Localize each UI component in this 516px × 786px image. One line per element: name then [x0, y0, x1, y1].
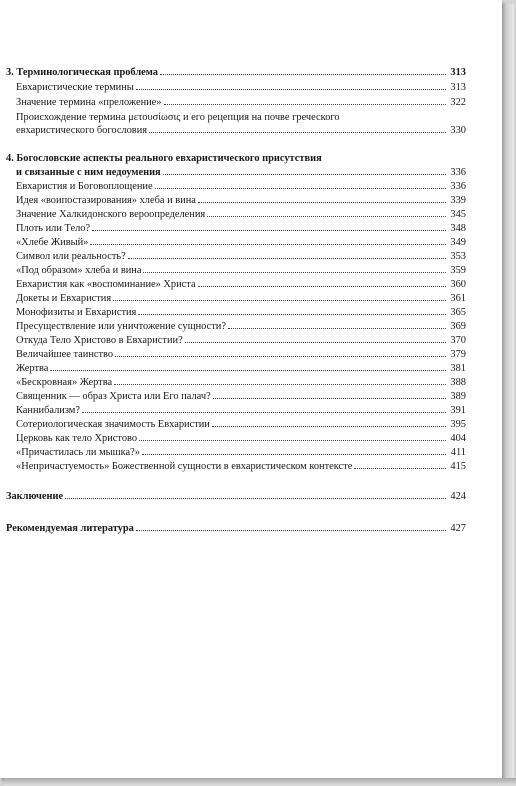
dot-leader	[92, 222, 446, 231]
toc-entry: Идея «воипостазирования» хлеба и вина 339	[16, 195, 466, 206]
dot-leader	[149, 124, 446, 133]
toc-entry: Символ или реальность? 353	[16, 251, 466, 262]
dot-leader	[354, 460, 446, 469]
toc-entry: Докеты и Евхаристия 361	[16, 293, 466, 304]
page-number: 313	[450, 82, 466, 93]
toc-entry: Плоть или Тело? 348	[16, 223, 466, 234]
page-number: 395	[450, 419, 466, 430]
page-number: 381	[450, 363, 466, 374]
dot-leader	[213, 390, 446, 399]
toc-conclusion: Заключение 424	[6, 491, 466, 502]
toc-entry: евхаристического богословия 330	[16, 125, 466, 136]
page-number: 339	[450, 195, 466, 206]
page-number: 370	[450, 335, 466, 346]
page-edge-bottom	[4, 778, 516, 786]
page-number: 313	[450, 67, 466, 78]
page-number: 404	[450, 433, 466, 444]
dot-leader	[163, 166, 446, 175]
dot-leader	[138, 306, 446, 315]
page-number: 322	[450, 97, 466, 108]
toc-entry: Евхаристия как «воспоминание» Христа 360	[16, 279, 466, 290]
dot-leader	[143, 264, 446, 273]
page-number: 415	[450, 461, 466, 472]
page-number: 424	[450, 491, 466, 502]
dot-leader	[228, 320, 446, 329]
dot-leader	[50, 362, 446, 371]
page-number: 353	[450, 251, 466, 262]
dot-leader	[185, 334, 446, 343]
dot-leader	[212, 418, 446, 427]
page-number: 369	[450, 321, 466, 332]
toc-entry: Пресуществление или уничтожение сущности? 369	[16, 321, 466, 332]
page-number: 379	[450, 349, 466, 360]
toc-entry: Священник — образ Христа или Его палач? 389	[16, 391, 466, 402]
page-number: 330	[450, 125, 466, 136]
toc-entry: «Хлебе Живый» 349	[16, 237, 466, 248]
toc-section-4-heading-line1: 4. Богословские аспекты реального евхаристического присутствия	[6, 153, 322, 164]
toc-entry: Значение термина «преложение» 322	[16, 97, 466, 108]
page-number: 336	[450, 181, 466, 192]
toc-entry: Евхаристия и Боговоплощение 336	[16, 181, 466, 192]
toc-entry: Евхаристические термины 313	[16, 82, 466, 93]
page-number: 389	[450, 391, 466, 402]
page-number: 345	[450, 209, 466, 220]
page-edge-right	[502, 4, 514, 786]
toc-section-3-heading: 3. Терминологическая проблема 313	[6, 67, 466, 78]
toc-entry: «Под образом» хлеба и вина 359	[16, 265, 466, 276]
page-number: 365	[450, 307, 466, 318]
page-number: 427	[450, 523, 466, 534]
dot-leader	[160, 66, 446, 75]
page-number: 411	[450, 447, 466, 458]
dot-leader	[65, 490, 446, 499]
page-number: 391	[450, 405, 466, 416]
toc-entry: Сотериологическая значимость Евхаристии 395	[16, 419, 466, 430]
toc-entry: Жертва 381	[16, 363, 466, 374]
page-number: 336	[450, 167, 466, 178]
dot-leader	[139, 432, 446, 441]
toc-section-4-heading: и связанные с ним недоумения 336	[16, 167, 466, 178]
toc-entry: «Причастилась ли мышка?» 411	[16, 447, 466, 458]
dot-leader	[164, 96, 447, 105]
page-number: 361	[450, 293, 466, 304]
toc-entry: Монофизиты и Евхаристия 365	[16, 307, 466, 318]
dot-leader	[113, 292, 446, 301]
toc-entry: Откуда Тело Христово в Евхаристии? 370	[16, 335, 466, 346]
dot-leader	[90, 236, 446, 245]
dot-leader	[198, 278, 446, 287]
page-number: 388	[450, 377, 466, 388]
dot-leader	[136, 81, 446, 90]
dot-leader	[207, 208, 446, 217]
toc-entry: «Бескровная» Жертва 388	[16, 377, 466, 388]
toc-entry: Величайшее таинство 379	[16, 349, 466, 360]
dot-leader	[136, 522, 446, 531]
toc-entry: Значение Халкидонского вероопределения 345	[16, 209, 466, 220]
toc-entry: «Непричастуемость» Божественной сущности в евхаристическом контексте 415	[16, 461, 466, 472]
toc-entry: Каннибализм? 391	[16, 405, 466, 416]
dot-leader	[115, 348, 446, 357]
toc-literature: Рекомендуемая литература 427	[6, 523, 466, 534]
page-number: 359	[450, 265, 466, 276]
dot-leader	[114, 376, 446, 385]
page-number: 349	[450, 237, 466, 248]
page-number: 348	[450, 223, 466, 234]
dot-leader	[142, 446, 446, 455]
dot-leader	[82, 404, 446, 413]
dot-leader	[198, 194, 446, 203]
page-number: 360	[450, 279, 466, 290]
toc-entry-line1: Происхождение термина μετουσίωσις и его рецепция на почве греческого	[16, 112, 340, 123]
toc-entry: Церковь как тело Христово 404	[16, 433, 466, 444]
dot-leader	[128, 250, 446, 259]
dot-leader	[155, 180, 446, 189]
